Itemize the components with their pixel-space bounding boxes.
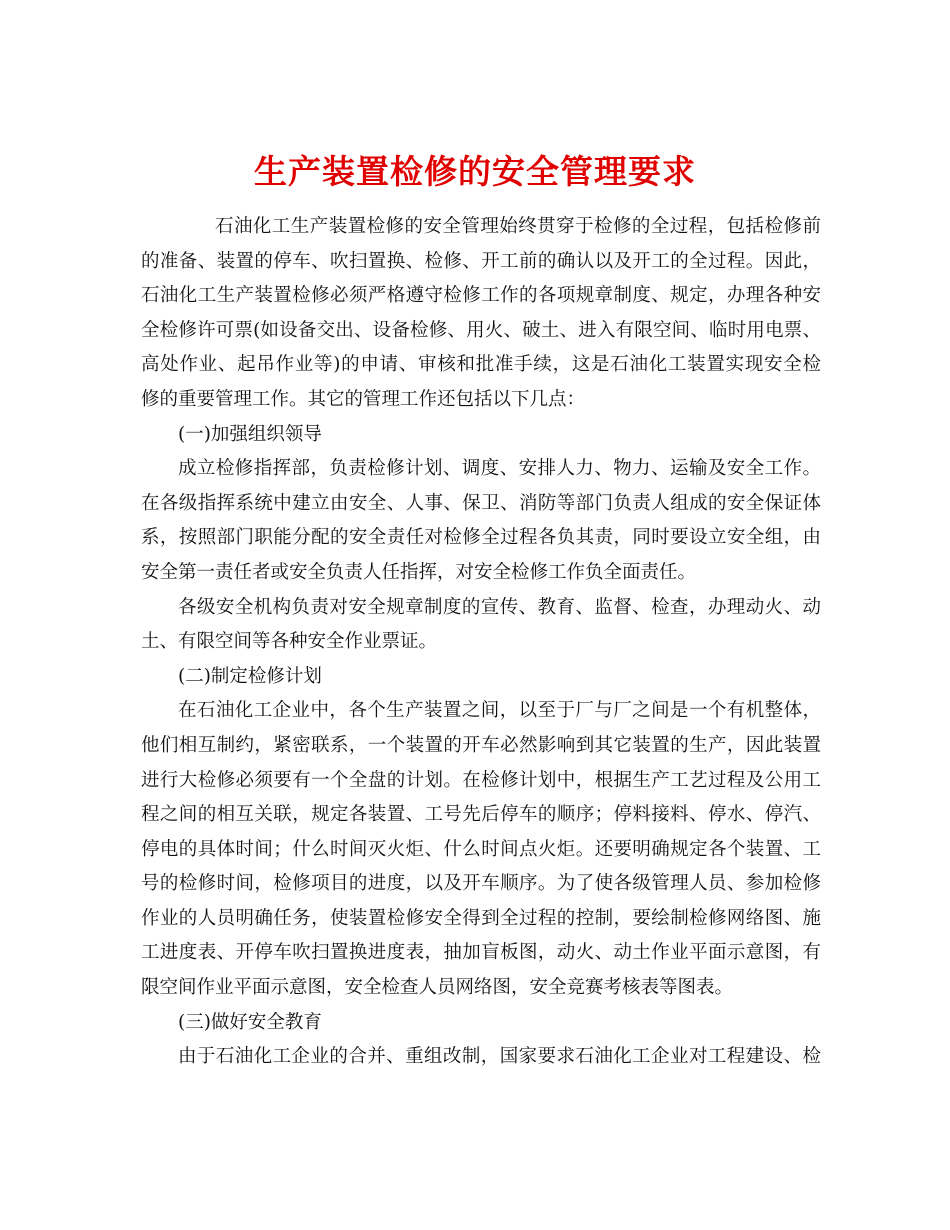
body-line: 限空间作业平面示意图，安全检查人员网络图，安全竞赛考核表等图表。 <box>141 977 734 999</box>
body-line: (二)制定检修计划 <box>178 665 322 687</box>
body-line: 进行大检修必须要有一个全盘的计划。在检修计划中，根据生产工艺过程及公用工 <box>141 769 821 791</box>
body-line: 在各级指挥系统中建立由安全、人事、保卫、消防等部门负责人组成的安全保证体 <box>141 492 821 514</box>
body-line: 高处作业、起吊作业等)的申请、审核和批准手续，这是石油化工装置实现安全检 <box>141 354 821 376</box>
body-line: 的准备、装置的停车、吹扫置换、检修、开工前的确认以及开工的全过程。因此， <box>141 250 821 272</box>
body-line: 各级安全机构负责对安全规章制度的宣传、教育、监督、检查，办理动火、动 <box>178 596 821 618</box>
document-title: 生产装置检修的安全管理要求 <box>254 152 696 192</box>
body-line: 土、有限空间等各种安全作业票证。 <box>141 631 438 653</box>
body-line: 系，按照部门职能分配的安全责任对检修全过程各负其责，同时要设立安全组，由 <box>141 527 821 549</box>
body-line: 他们相互制约，紧密联系，一个装置的开车必然影响到其它装置的生产，因此装置 <box>141 734 821 756</box>
body-line: 修的重要管理工作。其它的管理工作还包括以下几点： <box>141 388 586 410</box>
body-line: 由于石油化工企业的合并、重组改制，国家要求石油化工企业对工程建设、检 <box>178 1046 821 1068</box>
body-line: 成立检修指挥部，负责检修计划、调度、安排人力、物力、运输及安全工作。 <box>178 458 821 480</box>
body-line: 号的检修时间，检修项目的进度，以及开车顺序。为了使各级管理人员、参加检修 <box>141 873 821 895</box>
body-line: 全检修许可票(如设备交出、设备检修、用火、破土、进入有限空间、临时用电票、 <box>141 319 821 341</box>
body-line: 作业的人员明确任务，使装置检修安全得到全过程的控制，要绘制检修网络图、施 <box>141 907 821 929</box>
body-line: 安全第一责任者或安全负责人任指挥，对安全检修工作负全面责任。 <box>141 561 697 583</box>
body-line: 石油化工生产装置检修必须严格遵守检修工作的各项规章制度、规定，办理各种安 <box>141 285 821 307</box>
body-line: 停电的具体时间；什么时间灭火炬、什么时间点火炬。还要明确规定各个装置、工 <box>141 838 821 860</box>
body-line: (三)做好安全教育 <box>178 1011 322 1033</box>
document-body <box>141 210 821 1075</box>
body-line: 程之间的相互关联，规定各装置、工号先后停车的顺序；停料接料、停水、停汽、 <box>141 804 821 826</box>
body-line: 石油化工生产装置检修的安全管理始终贯穿于检修的全过程，包括检修前 <box>215 216 821 237</box>
body-line: 在石油化工企业中，各个生产装置之间，以至于厂与厂之间是一个有机整体， <box>178 700 821 722</box>
body-line: (一)加强组织领导 <box>178 423 322 445</box>
body-line: 工进度表、开停车吹扫置换进度表，抽加盲板图，动火、动土作业平面示意图，有 <box>141 942 821 964</box>
